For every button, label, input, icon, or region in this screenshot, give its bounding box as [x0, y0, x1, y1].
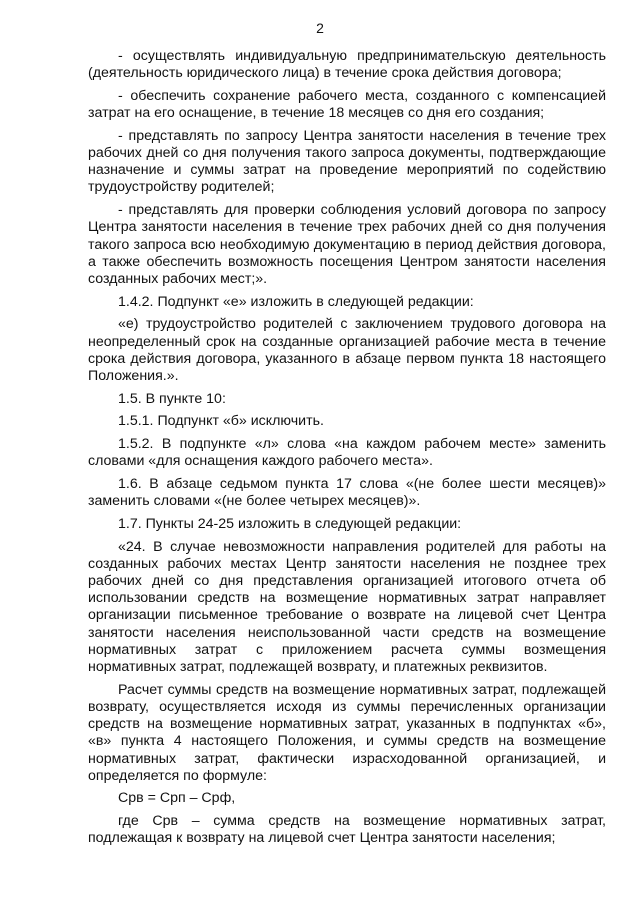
paragraph-obligation-keep-workplace: - обеспечить сохранение рабочего места, созданного с компенсацией затрат на его оснащение, в течение 18 месяцев со дня его создания; [88, 87, 606, 122]
paragraph-point-24: «24. В случае невозможности направления родителей для работы на созданных рабочих местах Центр занятости населения не позднее трех рабочих дней со дня представления организацией итогового отчета об использовании средств на возмещение нормативных затрат направляет организации письменное требование о возврате на лицевой счет Центра занятости населения неиспользованной части средств на возмещение нормативных затрат с приложением расчета суммы возмещения нормативных затрат, подлежащей возврату, и платежных реквизитов. [88, 538, 606, 675]
paragraph-obligation-provide-inspection: - представлять для проверки соблюдения условий договора по запросу Центра занятости населения в течение трех рабочих дней со дня получения такого запроса всю необходимую документацию в период действия договора, а также обеспечить возможность посещения Центром занятости населения созданных рабочих мест;». [88, 202, 606, 287]
paragraph-obligation-submit-documents: - представлять по запросу Центра занятости населения в течение трех рабочих дней со дня получения такого запроса документы, подтверждающие назначение и суммы затрат на проведение мероприятий по содействию трудоустройству родителей; [88, 127, 606, 196]
paragraph-1-4-2: 1.4.2. Подпункт «е» изложить в следующей редакции: [118, 293, 474, 310]
paragraph-1-7: 1.7. Пункты 24-25 изложить в следующей редакции: [118, 515, 462, 532]
formula: Срв = Срп – Срф, [118, 790, 236, 807]
page-number: 2 [316, 20, 324, 36]
paragraph-1-5-1: 1.5.1. Подпункт «б» исключить. [118, 413, 324, 430]
paragraph-subitem-e: «е) трудоустройство родителей с заключением трудового договора на неопределенный срок на созданные организацией рабочие места в течение срока действия договора, указанного в абзаце первом пункта 18 настоящего Положения.». [88, 316, 606, 384]
paragraph-obligation-entrepreneurship: - осуществлять индивидуальную предпринимательскую деятельность (деятельность юридического лица) в течение срока действия договора; [88, 48, 606, 82]
paragraph-refund-calculation: Расчет суммы средств на возмещение нормативных затрат, подлежащей возврату, осуществляется исходя из суммы перечисленных организации средств на возмещение нормативных затрат, указанных в подпунктах «б», «в» пункта 4 настоящего Положения, и суммы средств на возмещение нормативных затрат, фактически израсходованной организацией, и определяется по формуле: [88, 681, 606, 784]
paragraph-1-5-2: 1.5.2. В подпункте «л» слова «на каждом рабочем месте» заменить словами «для оснащения каждого рабочего места». [88, 436, 606, 470]
paragraph-formula-definition: где Срв – сумма средств на возмещение нормативных затрат, подлежащая к возврату на лицевой счет Центра занятости населения; [88, 813, 606, 847]
paragraph-1-5: 1.5. В пункте 10: [118, 390, 226, 407]
document-body [88, 48, 606, 853]
paragraph-1-6: 1.6. В абзаце седьмом пункта 17 слова «(не более шести месяцев)» заменить словами «(не более четырех месяцев)». [88, 475, 606, 510]
